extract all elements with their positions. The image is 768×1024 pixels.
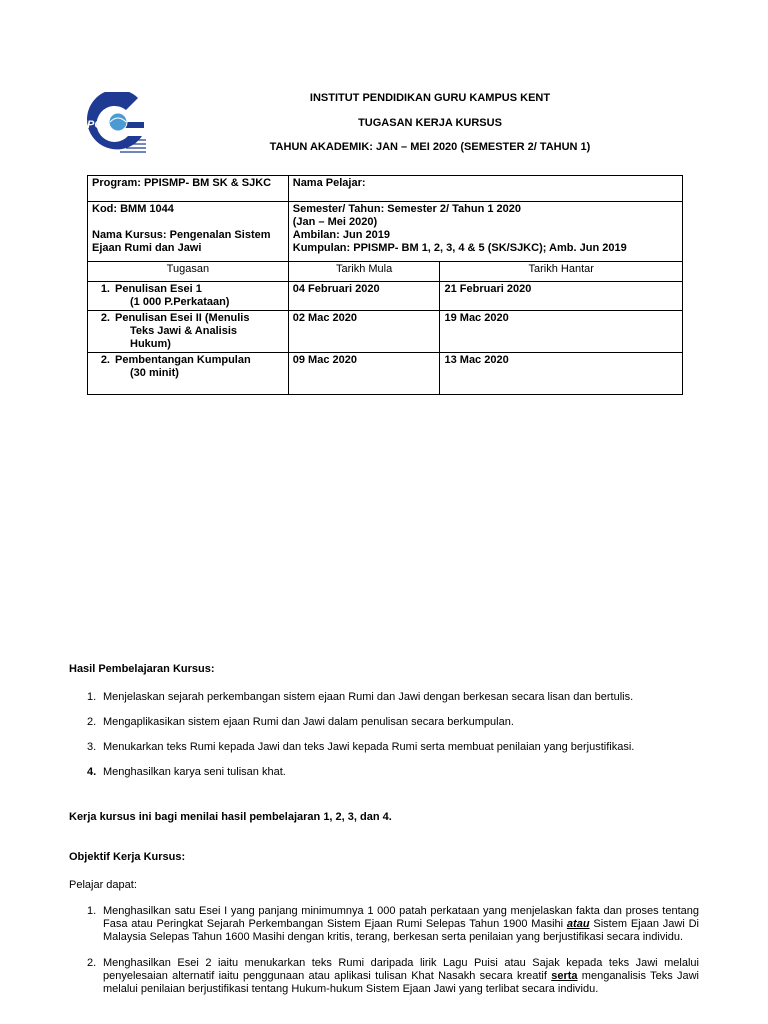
- table-row-due: 19 Mac 2020: [440, 311, 683, 353]
- learning-outcomes-heading: Hasil Pembelajaran Kursus:: [69, 663, 215, 675]
- course-code-cell: [88, 202, 289, 262]
- list-item: 3. Menukarkan teks Rumi kepada Jawi dan teks Jawi kepada Rumi serta membuat penilaian yang berjustifikasi.: [87, 741, 635, 753]
- document-title: TUGASAN KERJA KURSUS: [358, 117, 502, 129]
- table-row-start: 04 Februari 2020: [288, 282, 440, 311]
- course-info-table: [87, 175, 683, 395]
- semester-cell: [288, 202, 682, 262]
- list-item: 4. Menghasilkan karya seni tulisan khat.: [87, 766, 286, 778]
- assessment-note: Kerja kursus ini bagi menilai hasil pembelajaran 1, 2, 3, dan 4.: [69, 811, 392, 823]
- academic-year: TAHUN AKADEMIK: JAN – MEI 2020 (SEMESTER 2/ TAHUN 1): [269, 141, 591, 153]
- col-header-tugasan: Tugasan: [88, 262, 289, 282]
- course-name: Nama Kursus: Pengenalan Sistem Ejaan Rumi dan Jawi: [92, 229, 271, 254]
- objectives-heading: Objektif Kerja Kursus:: [69, 851, 186, 863]
- ipg-logo: [80, 92, 148, 156]
- list-item: 1. Menghasilkan satu Esei I yang panjang minimumnya 1 000 patah perkataan yang menjelaskan fakta dan proses tentang Fasa atau Peringkat Sejarah Perkembangan Sistem Ejaan Rumi Selepas Tahun 1900 Masihi atau Sistem Ejaan Jawi Di Malaysia Selepas Tahun 1600 Masihi dengan kritis, terang, berkesan serta penilaian yang berjustifikasi secara individu.: [87, 905, 699, 943]
- logo-text: IPG: [84, 119, 103, 131]
- table-row-due: 13 Mac 2020: [440, 353, 683, 395]
- col-header-mula: Tarikh Mula: [288, 262, 440, 282]
- student-name-cell: Nama Pelajar:: [288, 176, 682, 202]
- semester-line1: Semester/ Tahun: Semester 2/ Tahun 1 2020: [292, 203, 521, 215]
- table-row-due: 21 Februari 2020: [440, 282, 683, 311]
- list-item: 2. Mengaplikasikan sistem ejaan Rumi dan Jawi dalam penulisan secara berkumpulan.: [87, 716, 514, 728]
- table-row-start: 09 Mac 2020: [288, 353, 440, 395]
- learning-outcomes-list: [69, 691, 699, 778]
- group: Kumpulan: PPISMP- BM 1, 2, 3, 4 & 5 (SK/SJKC); Amb. Jun 2019: [292, 242, 627, 254]
- table-row-start: 02 Mac 2020: [288, 311, 440, 353]
- program-cell: Program: PPISMP- BM SK & SJKC: [88, 176, 289, 202]
- list-item: 2. Menghasilkan Esei 2 iaitu menukarkan teks Rumi daripada lirik Lagu Puisi atau Sajak kepada teks Jawi melalui penyelesaian alternatif iaitu penggunaan atau aplikasi tulisan Khat Nasakh secara kreatif serta menganalisis Teks Jawi melalui penilaian berjustifikasi tentang Hukum-hukum Sistem Ejaan Jawi yang terlibat secara individu.: [87, 957, 699, 995]
- course-code: Kod: BMM 1044: [92, 203, 174, 215]
- institute-name: INSTITUT PENDIDIKAN GURU KAMPUS KENT: [309, 92, 551, 104]
- list-item: 1. Menjelaskan sejarah perkembangan sistem ejaan Rumi dan Jawi dengan berkesan secara lisan dan bertulis.: [87, 691, 634, 703]
- objectives-intro: Pelajar dapat:: [69, 879, 137, 891]
- col-header-hantar: Tarikh Hantar: [440, 262, 683, 282]
- objectives-list: [69, 905, 699, 996]
- table-row-task: 2. Penulisan Esei II (Menulis Teks Jawi & Analisis Hukum): [88, 311, 289, 353]
- table-row-task: 2. Pembentangan Kumpulan (30 minit): [88, 353, 289, 395]
- semester-line2: (Jan – Mei 2020): [292, 216, 378, 228]
- intake: Ambilan: Jun 2019: [292, 229, 390, 241]
- table-row-task: 1. Penulisan Esei 1 (1 000 P.Perkataan): [88, 282, 289, 311]
